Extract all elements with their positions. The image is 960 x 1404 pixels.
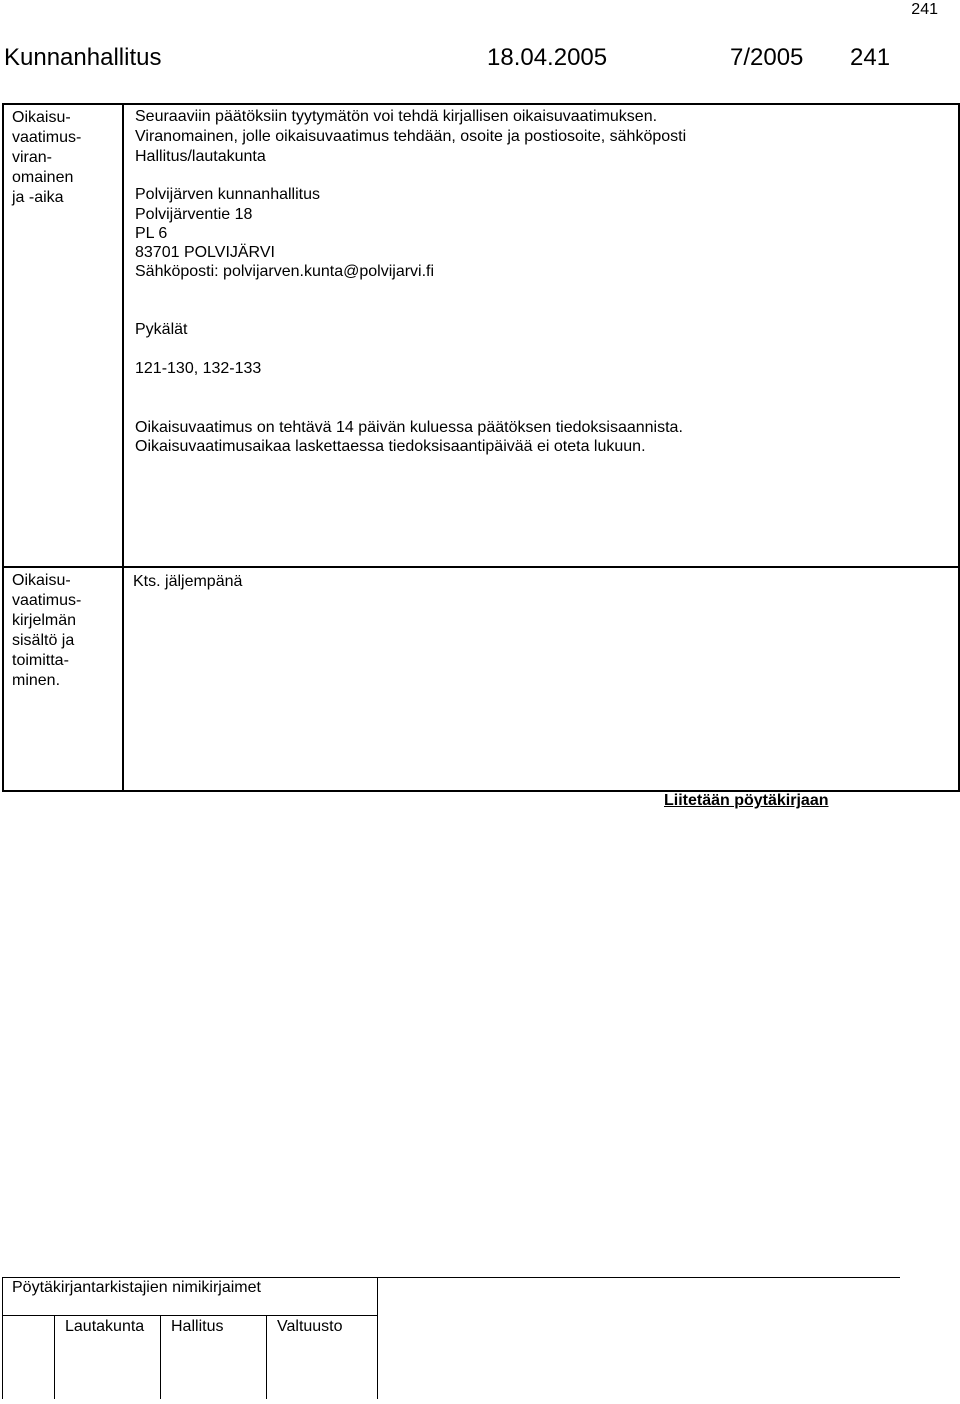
deadline-line: Oikaisuvaatimus on tehtävä 14 päivän kuluessa päätöksen tiedoksisaannista. — [135, 419, 683, 436]
label-line: vaatimus- — [12, 592, 82, 609]
label-line: Oikaisu- — [12, 109, 71, 126]
footer-column-valtuusto: Valtuusto — [277, 1318, 343, 1335]
label-line: ja -aika — [12, 189, 64, 206]
label-line: sisältö ja — [12, 632, 75, 649]
footer-column-hallitus: Hallitus — [171, 1318, 224, 1335]
intro-line: Viranomainen, jolle oikaisuvaatimus tehdään, osoite ja postiosoite, sähköposti — [135, 128, 687, 145]
address-line: 83701 POLVIJÄRVI — [135, 244, 275, 261]
label-line: Oikaisu- — [12, 572, 71, 589]
meeting-date: 18.04.2005 — [487, 44, 608, 71]
footer-column-lautakunta: Lautakunta — [65, 1318, 145, 1335]
intro-line: Seuraaviin päätöksiin tyytymätön voi tehdä kirjallisen oikaisuvaatimuksen. — [135, 108, 658, 125]
table-column-divider — [122, 103, 124, 792]
address-line: PL 6 — [135, 225, 168, 242]
intro-line: Hallitus/lautakunta — [135, 148, 266, 165]
deadline-line: Oikaisuvaatimusaikaa laskettaessa tiedoksisaantipäivää ei oteta lukuun. — [135, 438, 646, 455]
footer-right-line — [377, 1277, 378, 1399]
meeting-number: 7/2005 — [730, 44, 804, 71]
label-line: omainen — [12, 169, 74, 186]
section-label-appeal-authority — [12, 108, 81, 208]
sections-label: Pykälät — [135, 321, 188, 338]
footer-col-divider — [54, 1315, 55, 1399]
label-line: toimitta- — [12, 652, 69, 669]
email-line: Sähköposti: polvijarven.kunta@polvijarvi.fi — [135, 263, 435, 280]
footer-top-line — [2, 1277, 900, 1278]
footer-mid-line — [2, 1315, 378, 1316]
footer-left-line — [2, 1277, 3, 1399]
address-line: Polvijärventie 18 — [135, 206, 253, 223]
document-title: Kunnanhallitus — [4, 44, 162, 71]
label-line: viran- — [12, 149, 53, 166]
address-line: Polvijärven kunnanhallitus — [135, 186, 320, 203]
see-below-text: Kts. jäljempänä — [133, 573, 243, 590]
label-line: kirjelmän — [12, 612, 77, 629]
sections-value: 121-130, 132-133 — [135, 360, 262, 377]
table-row-divider — [2, 566, 960, 568]
attachment-note: Liitetään pöytäkirjaan — [664, 792, 829, 809]
page-number: 241 — [911, 1, 938, 18]
footer-col-divider — [160, 1315, 161, 1399]
footer-title: Pöytäkirjantarkistajien nimikirjaimet — [12, 1279, 261, 1296]
footer-col-divider — [266, 1315, 267, 1399]
section-label-appeal-content — [12, 571, 81, 691]
label-line: minen. — [12, 672, 61, 689]
label-line: vaatimus- — [12, 129, 82, 146]
header-page-number: 241 — [850, 44, 891, 71]
